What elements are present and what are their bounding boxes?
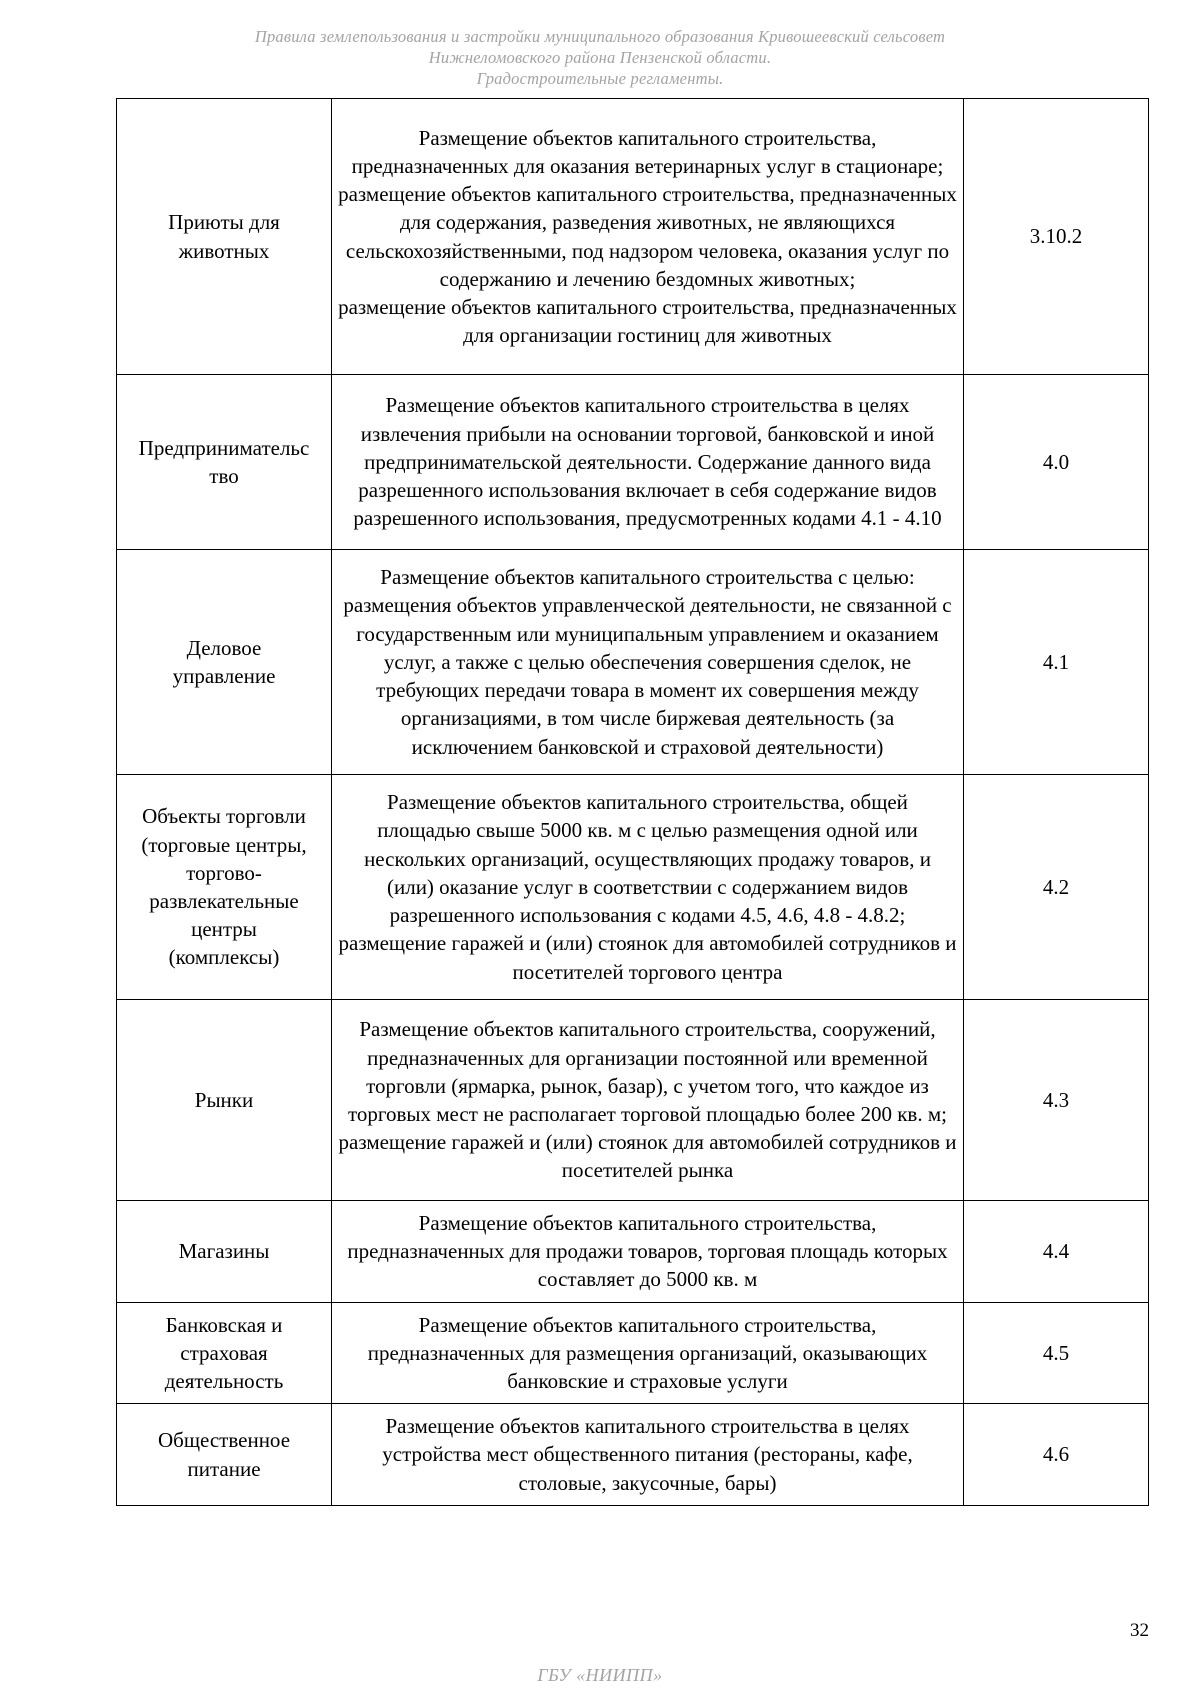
row-code: 3.10.2: [964, 99, 1149, 375]
row-description-text: Размещение объектов капитального строительства в целях извлечения прибыли на основании торговой, банковской и иной предпринимательской деятельности. Содержание данного вида разрешенного использования включает в себя содержание видов разрешенного использования, предусмотренных кодами 4.1 - 4.10: [353, 393, 942, 531]
row-description: [332, 550, 964, 775]
row-name: [117, 775, 332, 1000]
row-code: 4.2: [964, 775, 1149, 1000]
row-name-text: Деловое управление: [172, 635, 276, 688]
table-row: [117, 1000, 1149, 1201]
table-row: [117, 1201, 1149, 1303]
header-line-3: Градостроительные регламенты.: [476, 69, 724, 88]
row-description: [332, 1201, 964, 1303]
table-row: [117, 550, 1149, 775]
row-description: [332, 375, 964, 550]
row-name: [117, 1302, 332, 1404]
row-code: 4.4: [964, 1201, 1149, 1303]
row-code: 4.0: [964, 375, 1149, 550]
row-code: 4.6: [964, 1404, 1149, 1506]
table-row: [117, 1302, 1149, 1404]
row-code: 4.3: [964, 1000, 1149, 1201]
row-description: [332, 1404, 964, 1506]
row-description-text: Размещение объектов капитального строительства, предназначенных для оказания ветеринарных услуг в стационаре; размещение объектов капитального строительства, предназначенных для содержания, разведения животных, не являющихся сельскохозяйственными, под надзором человека, оказания услуг по содержанию и лечению бездомных животных; размещение объектов капитального строительства, предназначенных для организации гостиниц для животных: [338, 125, 957, 348]
row-description-text: Размещение объектов капитального строительства, сооружений, предназначенных для организации постоянной или временной торговли (ярмарка, рынок, базар), с учетом того, что каждое из торговых мест не располагает торговой площадью более 200 кв. м; размещение гаражей и (или) стоянок для автомобилей сотрудников и посетителей рынка: [338, 1017, 957, 1183]
row-name: [117, 99, 332, 375]
row-name: [117, 1404, 332, 1506]
row-name: [117, 375, 332, 550]
row-description: [332, 1302, 964, 1404]
regulations-table: [116, 98, 1149, 1506]
page-footer: ГБУ «НИИПП»: [537, 1665, 663, 1685]
header-line-1: Правила землепользования и застройки муниципального образования Кривошеевский сельсовет: [254, 27, 946, 46]
table-row: [117, 375, 1149, 550]
row-description-text: Размещение объектов капитального строительства в целях устройства мест общественного питания (рестораны, кафе, столовые, закусочные, бары): [382, 1414, 913, 1495]
row-name: Магазины: [117, 1201, 332, 1303]
row-name: [117, 550, 332, 775]
row-description-text: Размещение объектов капитального строительства, общей площадью свыше 5000 кв. м с целью размещения одной или нескольких организаций, осуществляющих продажу товаров, и (или) оказание услуг в соответствии с содержанием видов разрешенного использования с кодами 4.5, 4.6, 4.8 - 4.8.2; размещение гаражей и (или) стоянок для автомобилей сотрудников и посетителей торгового центра: [338, 790, 957, 984]
table-row: [117, 1404, 1149, 1506]
row-name-text: Приюты для животных: [168, 210, 280, 263]
table-row: [117, 99, 1149, 375]
row-code: 4.5: [964, 1302, 1149, 1404]
page-header: [100, 26, 1100, 89]
row-description: [332, 99, 964, 375]
row-code: 4.1: [964, 550, 1149, 775]
table-row: [117, 775, 1149, 1000]
row-description-text: Размещение объектов капитального строительства, предназначенных для продажи товаров, торговая площадь которых составляет до 5000 кв. м: [347, 1211, 948, 1292]
row-name-text: Предпринимательс тво: [138, 435, 310, 488]
row-description-text: Размещение объектов капитального строительства, предназначенных для размещения организаций, оказывающих банковские и страховые услуги: [367, 1312, 928, 1394]
row-description-text: Размещение объектов капитального строительства с целью: размещения объектов управленческой деятельности, не связанной с государственным или муниципальным управлением и оказанием услуг, а также с целью обеспечения совершения сделок, не требующих передачи товара в момент их совершения между организациями, в том числе биржевая деятельность (за исключением банковской и страховой деятельности): [343, 565, 952, 759]
row-name: Рынки: [117, 1000, 332, 1201]
row-name-text: Банковская и страховая деятельность: [164, 1312, 284, 1394]
row-description: [332, 1000, 964, 1201]
row-name-text: Объекты торговли (торговые центры, торгово- развлекательные центры (комплексы): [141, 804, 307, 970]
header-line-2: Нижнеломовского района Пензенской области.: [428, 48, 772, 67]
page-number: 32: [1130, 1620, 1149, 1641]
row-name-text: Общественное питание: [157, 1428, 291, 1481]
row-description: [332, 775, 964, 1000]
